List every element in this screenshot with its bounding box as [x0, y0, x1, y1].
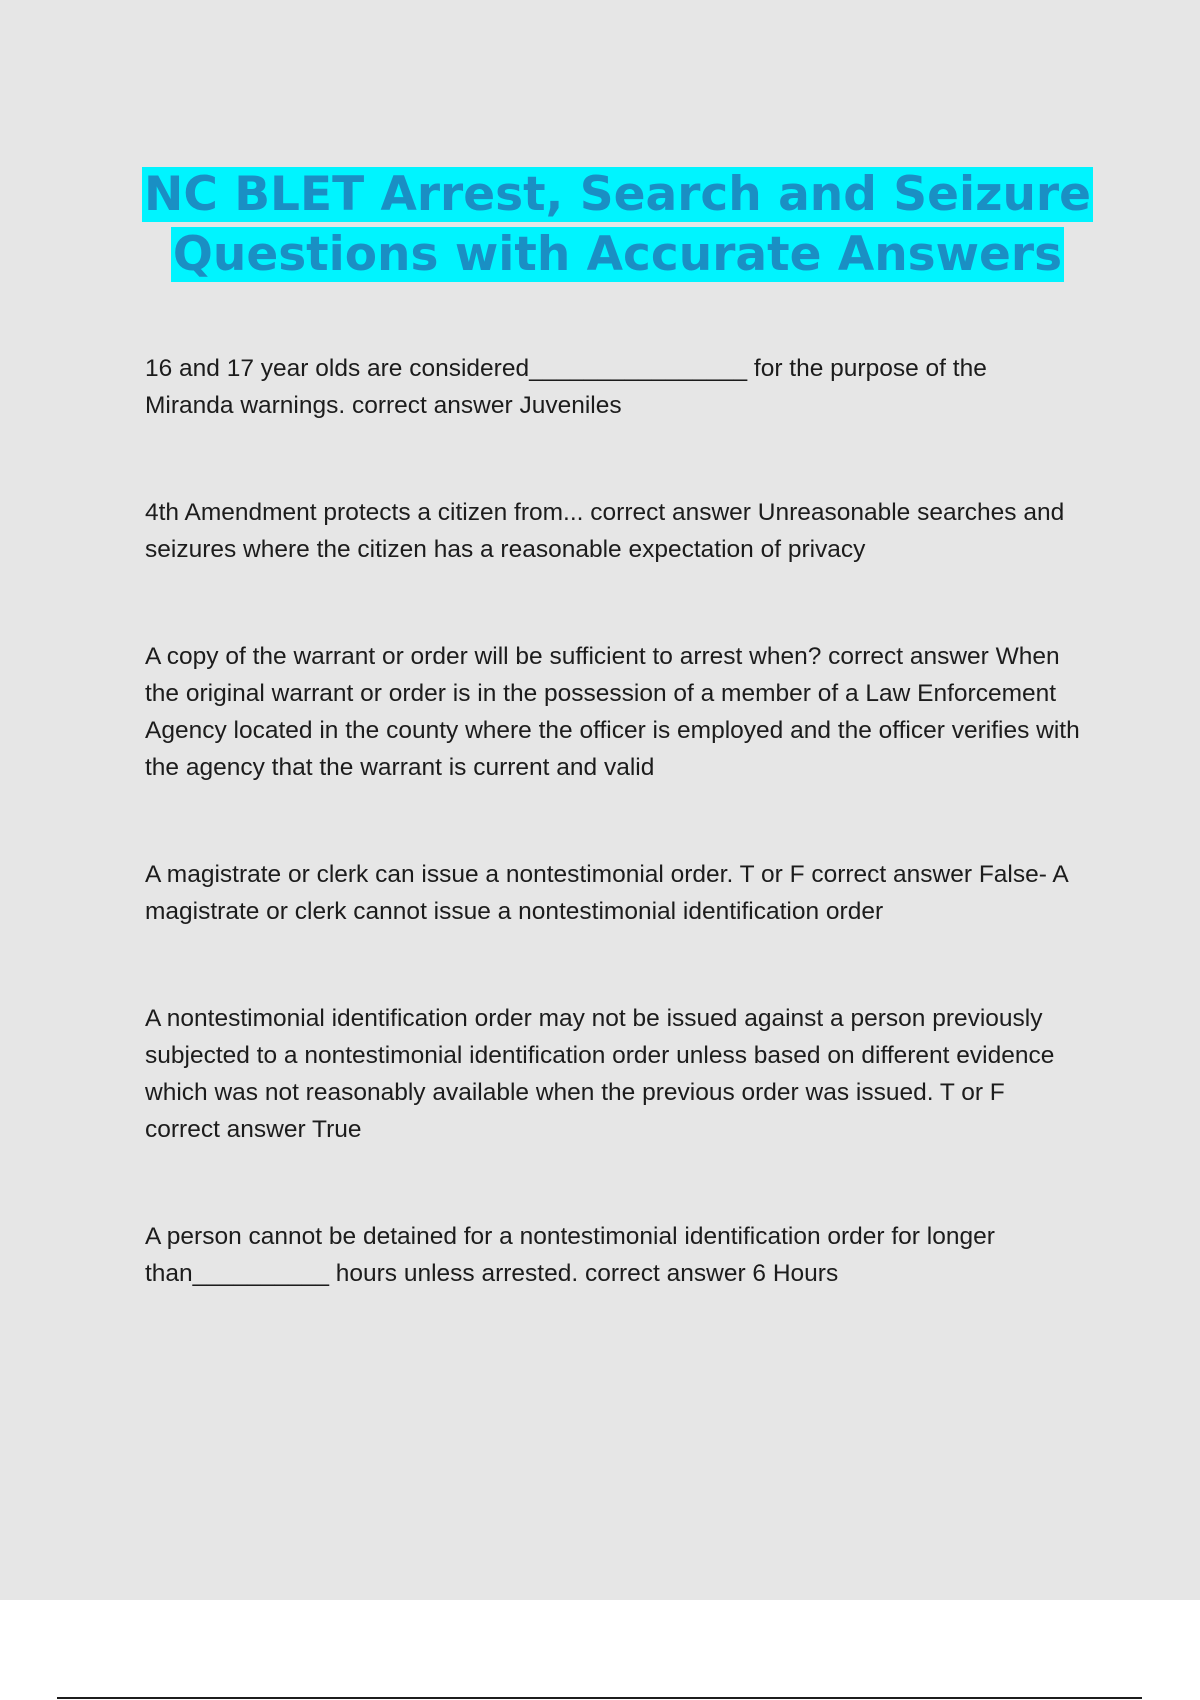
document-title	[100, 165, 1135, 285]
title-highlight: NC BLET Arrest, Search and Seizure Questions with Accurate Answers	[144, 167, 1091, 282]
question-answer-item: 4th Amendment protects a citizen from... correct answer Unreasonable searches and seizures where the citizen has a reasonable expectation of privacy	[145, 499, 1065, 563]
page-divider	[57, 1697, 1142, 1699]
question-answer-item: A copy of the warrant or order will be sufficient to arrest when? correct answer When the original warrant or order is in the possession of a member of a Law Enforcement Agency located in the county where the officer is employed and the officer verifies with the agency that the warrant is current and valid	[145, 643, 1080, 781]
question-answer-list	[145, 350, 1080, 1362]
question-answer-item: A nontestimonial identification order may not be issued against a person previously subjected to a nontestimonial identification order unless based on different evidence which was not reasonably available when the previous order was issued. T or F correct answer True	[145, 1005, 1055, 1143]
question-answer-item: A magistrate or clerk can issue a nontestimonial order. T or F correct answer False- A magistrate or clerk cannot issue a nontestimonial identification order	[145, 861, 1068, 925]
question-answer-item: 16 and 17 year olds are considered________________ for the purpose of the Miranda warnings. correct answer Juveniles	[145, 355, 987, 419]
question-answer-item: A person cannot be detained for a nontestimonial identification order for longer than__________ hours unless arrested. correct answer 6 Hours	[145, 1223, 995, 1287]
